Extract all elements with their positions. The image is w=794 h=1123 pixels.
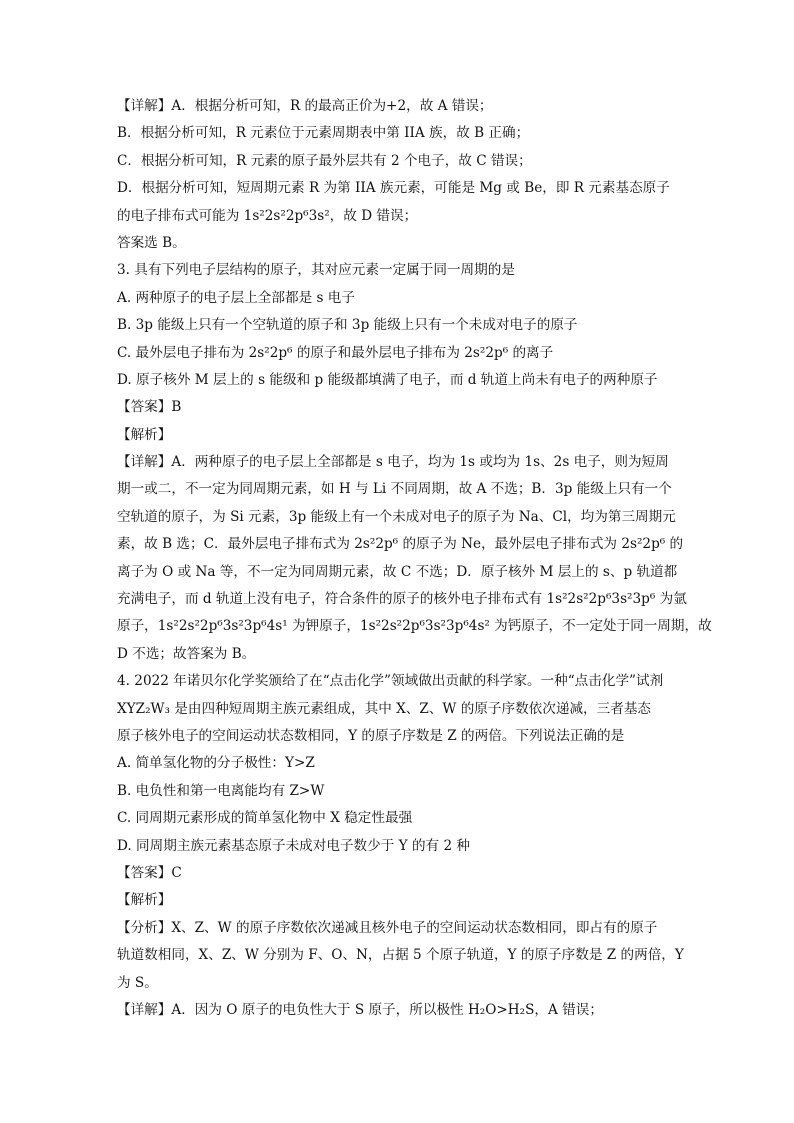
question-4-stem: 4. 2022 年诺贝尔化学奖颁给了在“点击化学”领域做出贡献的科学家。一种“点击化学”试剂	[117, 673, 664, 690]
option-c: C. 最外层电子排布为 2s²2p⁶ 的原子和最外层电子排布为 2s²2p⁶ 的离子	[117, 344, 554, 361]
text-line: C．根据分析可知，R 元素的原子最外层共有 2 个电子，故 C 错误；	[117, 152, 532, 169]
answer-label: 【答案】B	[117, 399, 182, 416]
text-line: 空轨道的原子，为 Si 元素，3p 能级上有一个未成对电子的原子为 Na、Cl，均为第三周期元	[117, 508, 676, 525]
text-line: D．根据分析可知，短周期元素 R 为第 IIA 族元素，可能是 Mg 或 Be，即 R 元素基态原子	[117, 180, 670, 197]
option-c: C. 同周期元素形成的简单氢化物中 X 稳定性最强	[117, 810, 413, 827]
option-d: D. 同周期主族元素基态原子未成对电子数少于 Y 的有 2 种	[117, 837, 471, 854]
text-line: D 不选；故答案为 B。	[117, 645, 256, 662]
option-a: A. 两种原子的电子层上全部都是 s 电子	[117, 289, 355, 306]
text-line: 素，故 B 选；C．最外层电子排布式为 2s²2p⁶ 的原子为 Ne，最外层电子排布式为 2s²2p⁶ 的	[117, 536, 684, 553]
question-3-stem: 3. 具有下列电子层结构的原子，其对应元素一定属于同一周期的是	[117, 262, 515, 279]
text-line: B．根据分析可知，R 元素位于元素周期表中第 IIA 族，故 B 正确；	[117, 125, 530, 142]
text-line: 离子为 O 或 Na 等，不一定为同周期元素，故 C 不选；D．原子核外 M 层上的 s、p 轨道都	[117, 563, 678, 580]
text-line: 原子核外电子的空间运动状态数相同，Y 的原子序数是 Z 的两倍。下列说法正确的是	[117, 727, 625, 744]
text-line: 的电子排布式可能为 1s²2s²2p⁶3s²，故 D 错误；	[117, 207, 418, 224]
text-line: XYZ₂W₃ 是由四种短周期主族元素组成，其中 X、Z、W 的原子序数依次递减，三者基态	[117, 700, 652, 717]
text-line: 答案选 B。	[117, 234, 186, 251]
text-line: 期一或二，不一定为同周期元素，如 H 与 Li 不同周期，故 A 不选；B．3p 能级上只有一个	[117, 481, 672, 498]
option-a: A. 简单氢化物的分子极性：Y>Z	[117, 755, 315, 772]
document-page	[117, 93, 712, 1024]
text-line: 原子，1s²2s²2p⁶3s²3p⁶4s¹ 为钾原子，1s²2s²2p⁶3s²3p⁶4s² 为钙原子，不一定处于同一周期，故	[117, 618, 712, 635]
text-line: 【详解】A．因为 O 原子的电负性大于 S 原子，所以极性 H₂O>H₂S，A 错误；	[117, 1001, 603, 1018]
option-d: D. 原子核外 M 层上的 s 能级和 p 能级都填满了电子，而 d 轨道上尚未有电子的两种原子	[117, 371, 658, 388]
answer-label: 【答案】C	[117, 864, 182, 881]
text-line: 【详解】A．根据分析可知，R 的最高正价为+2，故 A 错误；	[117, 98, 493, 114]
option-b: B. 3p 能级上只有一个空轨道的原子和 3p 能级上只有一个未成对电子的原子	[117, 317, 578, 334]
analysis-label: 【解析】	[117, 892, 172, 909]
text-line: 充满电子，而 d 轨道上没有电子，符合条件的原子的核外电子排布式有 1s²2s²2p⁶3s²3p⁶ 为氩	[117, 591, 687, 608]
text-line: 为 S。	[117, 974, 158, 991]
text-line: 轨道数相同，X、Z、W 分别为 F、O、N，占据 5 个原子轨道，Y 的原子序数是 Z 的两倍，Y	[117, 947, 684, 964]
text-line: 【详解】A．两种原子的电子层上全部都是 s 电子，均为 1s 或均为 1s、2s 电子，则为短周	[117, 454, 669, 471]
analysis-label: 【解析】	[117, 426, 172, 443]
text-line: 【分析】X、Z、W 的原子序数依次递减且核外电子的空间运动状态数相同，即占有的原子	[117, 919, 658, 936]
option-b: B. 电负性和第一电离能均有 Z>W	[117, 782, 325, 799]
